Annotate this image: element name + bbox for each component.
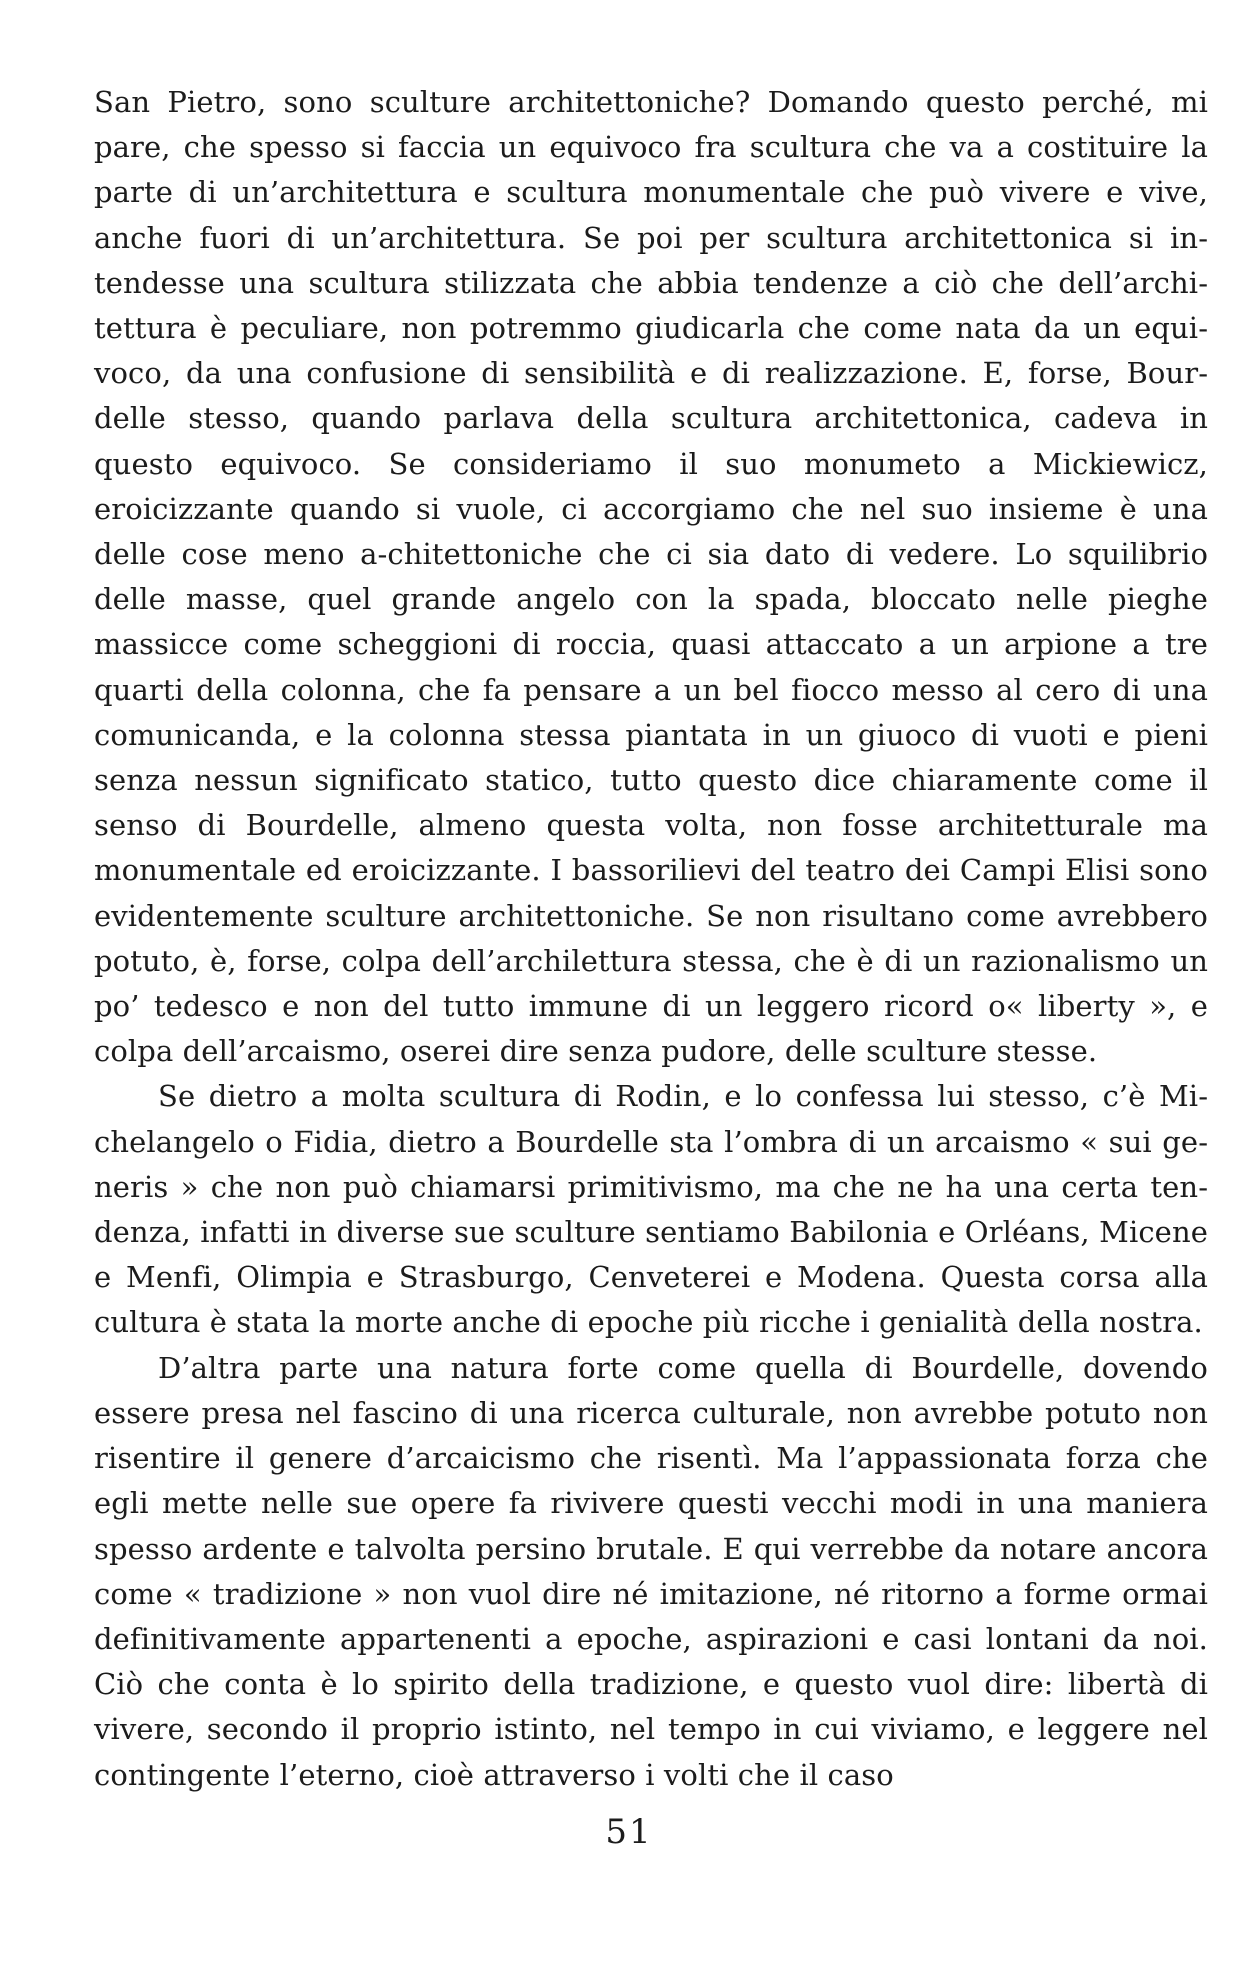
paragraph-1: San Pietro, sono sculture architettoniche? Domando questo perché, mi pare, che spesso si faccia un equivoco fra scultura che va a costituire la parte di un’architettura e scultura monumentale che può vivere e vive, anche fuori di un’architettura. Se poi per scultura architettonica si intendesse una scultura stilizzata che abbia tendenze a ciò che dell’architettura è peculiare, non potremmo giudicarla che come nata da un equivoco, da una confusione di sensibilità e di realizzazione. E, forse, Bourdelle stesso, quando parlava della scultura architettonica, cadeva in questo equivoco. Se consideriamo il suo monumeto a Mickiewicz, eroicizzante quando si vuole, ci accorgiamo che nel suo insieme è una delle cose meno a-chitettoniche che ci sia dato di vedere. Lo squilibrio delle masse, quel grande angelo con la spada, bloccato nelle pieghe massicce come scheggioni di roccia, quasi attaccato a un arpione a tre quarti della colonna, che fa pensare a un bel fiocco messo al cero di una comunicanda, e la colonna stessa piantata in un giuoco di vuoti e pieni senza nessun significato statico, tutto questo dice chiaramente come il senso di Bourdelle, almeno questa volta, non fosse architetturale ma monumentale ed eroicizzante. I bassorilievi del teatro dei Campi Elisi sono evidentemente sculture architettoniche. Se non risultano come avrebbero potuto, è, forse, colpa dell’archilettura stessa, che è di un razionalismo un po’ tedesco e non del tutto immune di un leggero ricord o« liberty », e colpa dell’arcaismo, oserei dire senza pudore, delle sculture stesse. [94,85,1208,1069]
paragraph-2: Se dietro a molta scultura di Rodin, e lo confessa lui stesso, c’è Michelangelo o Fidia, dietro a Bourdelle sta l’ombra di un arcaismo « sui generis » che non può chiamarsi primitivismo, ma che ne ha una certa tendenza, infatti in diverse sue sculture sentiamo Babilonia e Orléans, Micene e Menfi, Olimpia e Strasburgo, Cenveterei e Modena. Questa corsa alla cultura è stata la morte anche di epoche più ricche i genialità della nostra. [94,1079,1208,1340]
body-text [94,80,1208,1798]
page-number: 51 [605,1812,653,1852]
paragraph-3: D’altra parte una natura forte come quella di Bourdelle, dovendo essere presa nel fascino di una ricerca culturale, non avrebbe potuto non risentire il genere d’arcaicismo che risentì. Ma l’appassionata forza che egli mette nelle sue opere fa rivivere questi vecchi modi in una maniera spesso ardente e talvolta persino brutale. E qui verrebbe da notare ancora come « tradizione » non vuol dire né imitazione, né ritorno a forme ormai definitivamente appartenenti a epoche, aspirazioni e casi lontani da noi. Ciò che conta è lo spirito della tradizione, e questo vuol dire: libertà di vivere, secondo il proprio istinto, nel tempo in cui viviamo, e leggere nel contingente l’eterno, cioè attraverso i volti che il caso [94,1350,1208,1792]
